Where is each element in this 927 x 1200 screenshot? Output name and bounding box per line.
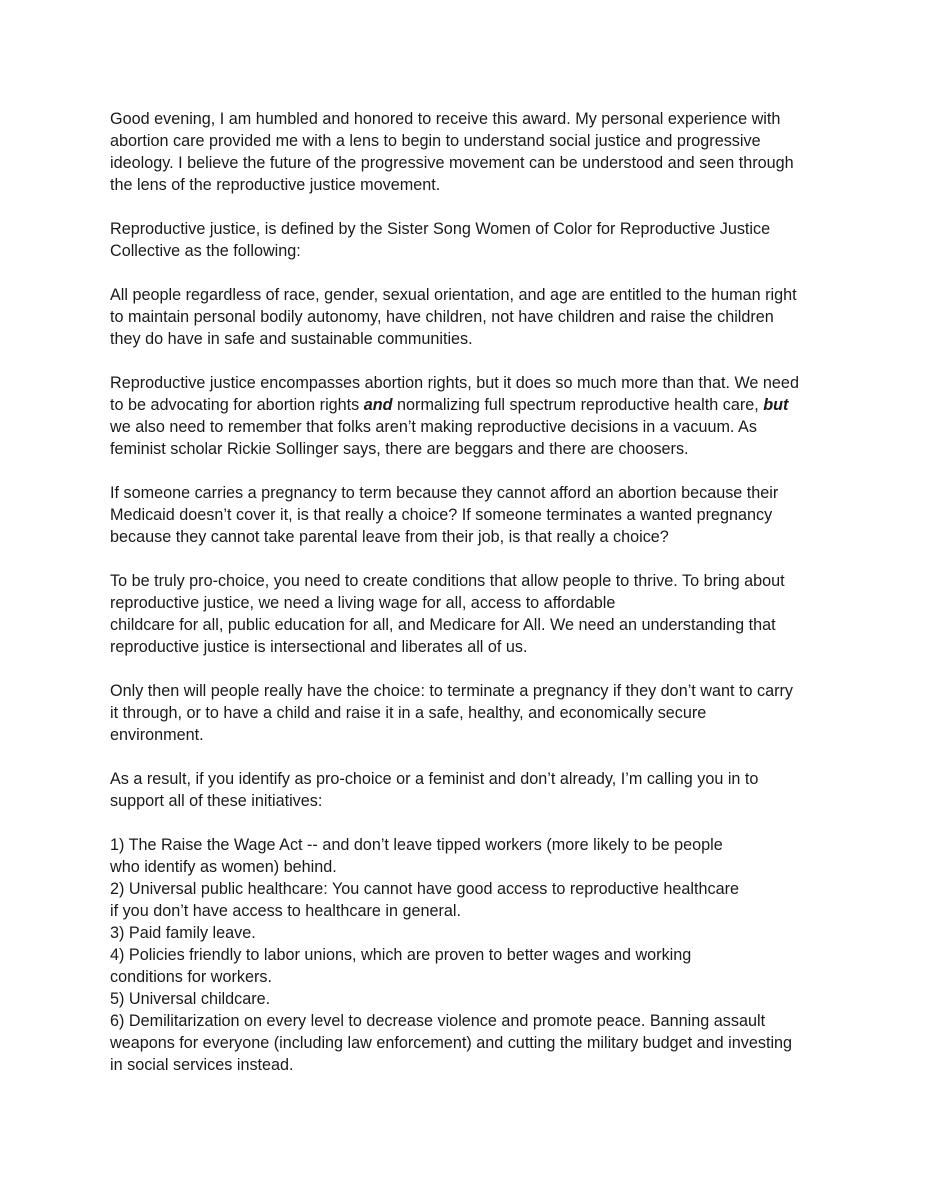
text-line: Good evening, I am humbled and honored to receive this award. My personal experience with: [110, 110, 781, 128]
text-line: to maintain personal bodily autonomy, have children, not have children and raise the children: [110, 308, 774, 326]
text-line: All people regardless of race, gender, sexual orientation, and age are entitled to the human right: [110, 286, 797, 304]
list-item: 3) Paid family leave.: [110, 924, 256, 942]
text-line: the lens of the reproductive justice movement.: [110, 176, 441, 194]
paragraph-definition-intro: [110, 218, 830, 262]
text-line: As a result, if you identify as pro-choice or a feminist and don’t already, I’m calling you in to: [110, 770, 759, 788]
text-line: childcare for all, public education for all, and Medicare for All. We need an understanding that: [110, 616, 776, 634]
list-item-continuation: if you don’t have access to healthcare in general.: [110, 902, 461, 920]
list-item: 2) Universal public healthcare: You cannot have good access to reproductive healthcare: [110, 880, 740, 898]
text-line-emphasis: [110, 394, 830, 416]
text-line: they do have in safe and sustainable communities.: [110, 330, 473, 348]
paragraph-definition: [110, 284, 830, 350]
list-item: 1) The Raise the Wage Act -- and don’t leave tipped workers (more likely to be people: [110, 836, 723, 854]
text-line: Only then will people really have the choice: to terminate a pregnancy if they don’t want to carry: [110, 682, 793, 700]
text-line: ideology. I believe the future of the progressive movement can be understood and seen through: [110, 154, 794, 172]
list-item-continuation: in social services instead.: [110, 1056, 294, 1074]
emphasis-and: and: [363, 396, 393, 414]
paragraph-encompasses: [110, 372, 830, 460]
text-line: support all of these initiatives:: [110, 792, 323, 810]
text-line: it through, or to have a child and raise it in a safe, healthy, and economically secure: [110, 704, 707, 722]
text-line: reproductive justice is intersectional and liberates all of us.: [110, 638, 528, 656]
text-line: because they cannot take parental leave from their job, is that really a choice?: [110, 528, 669, 546]
paragraph-call-to-action: [110, 768, 830, 812]
text-line: Collective as the following:: [110, 242, 301, 260]
text-segment: to be advocating for abortion rights: [110, 396, 364, 414]
list-item-continuation: who identify as women) behind.: [110, 858, 337, 876]
list-item-continuation: conditions for workers.: [110, 968, 272, 986]
paragraph-pro-choice: [110, 570, 830, 658]
emphasis-but: but: [763, 396, 789, 414]
text-line: environment.: [110, 726, 204, 744]
initiatives-list: [110, 834, 830, 1076]
paragraph-choice-questions: [110, 482, 830, 548]
text-line: Reproductive justice encompasses abortion rights, but it does so much more than that. We need: [110, 374, 799, 392]
speech-document: [110, 108, 830, 1076]
paragraph-only-then: [110, 680, 830, 746]
text-line: reproductive justice, we need a living wage for all, access to affordable: [110, 594, 616, 612]
text-line: we also need to remember that folks aren’t making reproductive decisions in a vacuum. As: [110, 418, 757, 436]
text-line: feminist scholar Rickie Sollinger says, there are beggars and there are choosers.: [110, 440, 689, 458]
text-segment: normalizing full spectrum reproductive health care,: [392, 396, 764, 414]
paragraph-intro: [110, 108, 830, 196]
list-item: 6) Demilitarization on every level to decrease violence and promote peace. Banning assault: [110, 1012, 766, 1030]
text-line: Medicaid doesn’t cover it, is that really a choice? If someone terminates a wanted pregnancy: [110, 506, 773, 524]
text-line: If someone carries a pregnancy to term because they cannot afford an abortion because their: [110, 484, 779, 502]
list-item: 5) Universal childcare.: [110, 990, 271, 1008]
text-line: To be truly pro-choice, you need to create conditions that allow people to thrive. To bring about: [110, 572, 785, 590]
list-item: 4) Policies friendly to labor unions, which are proven to better wages and working: [110, 946, 692, 964]
list-item-continuation: weapons for everyone (including law enforcement) and cutting the military budget and investing: [110, 1034, 793, 1052]
text-line: abortion care provided me with a lens to begin to understand social justice and progressive: [110, 132, 761, 150]
text-line: Reproductive justice, is defined by the Sister Song Women of Color for Reproductive Justice: [110, 220, 771, 238]
